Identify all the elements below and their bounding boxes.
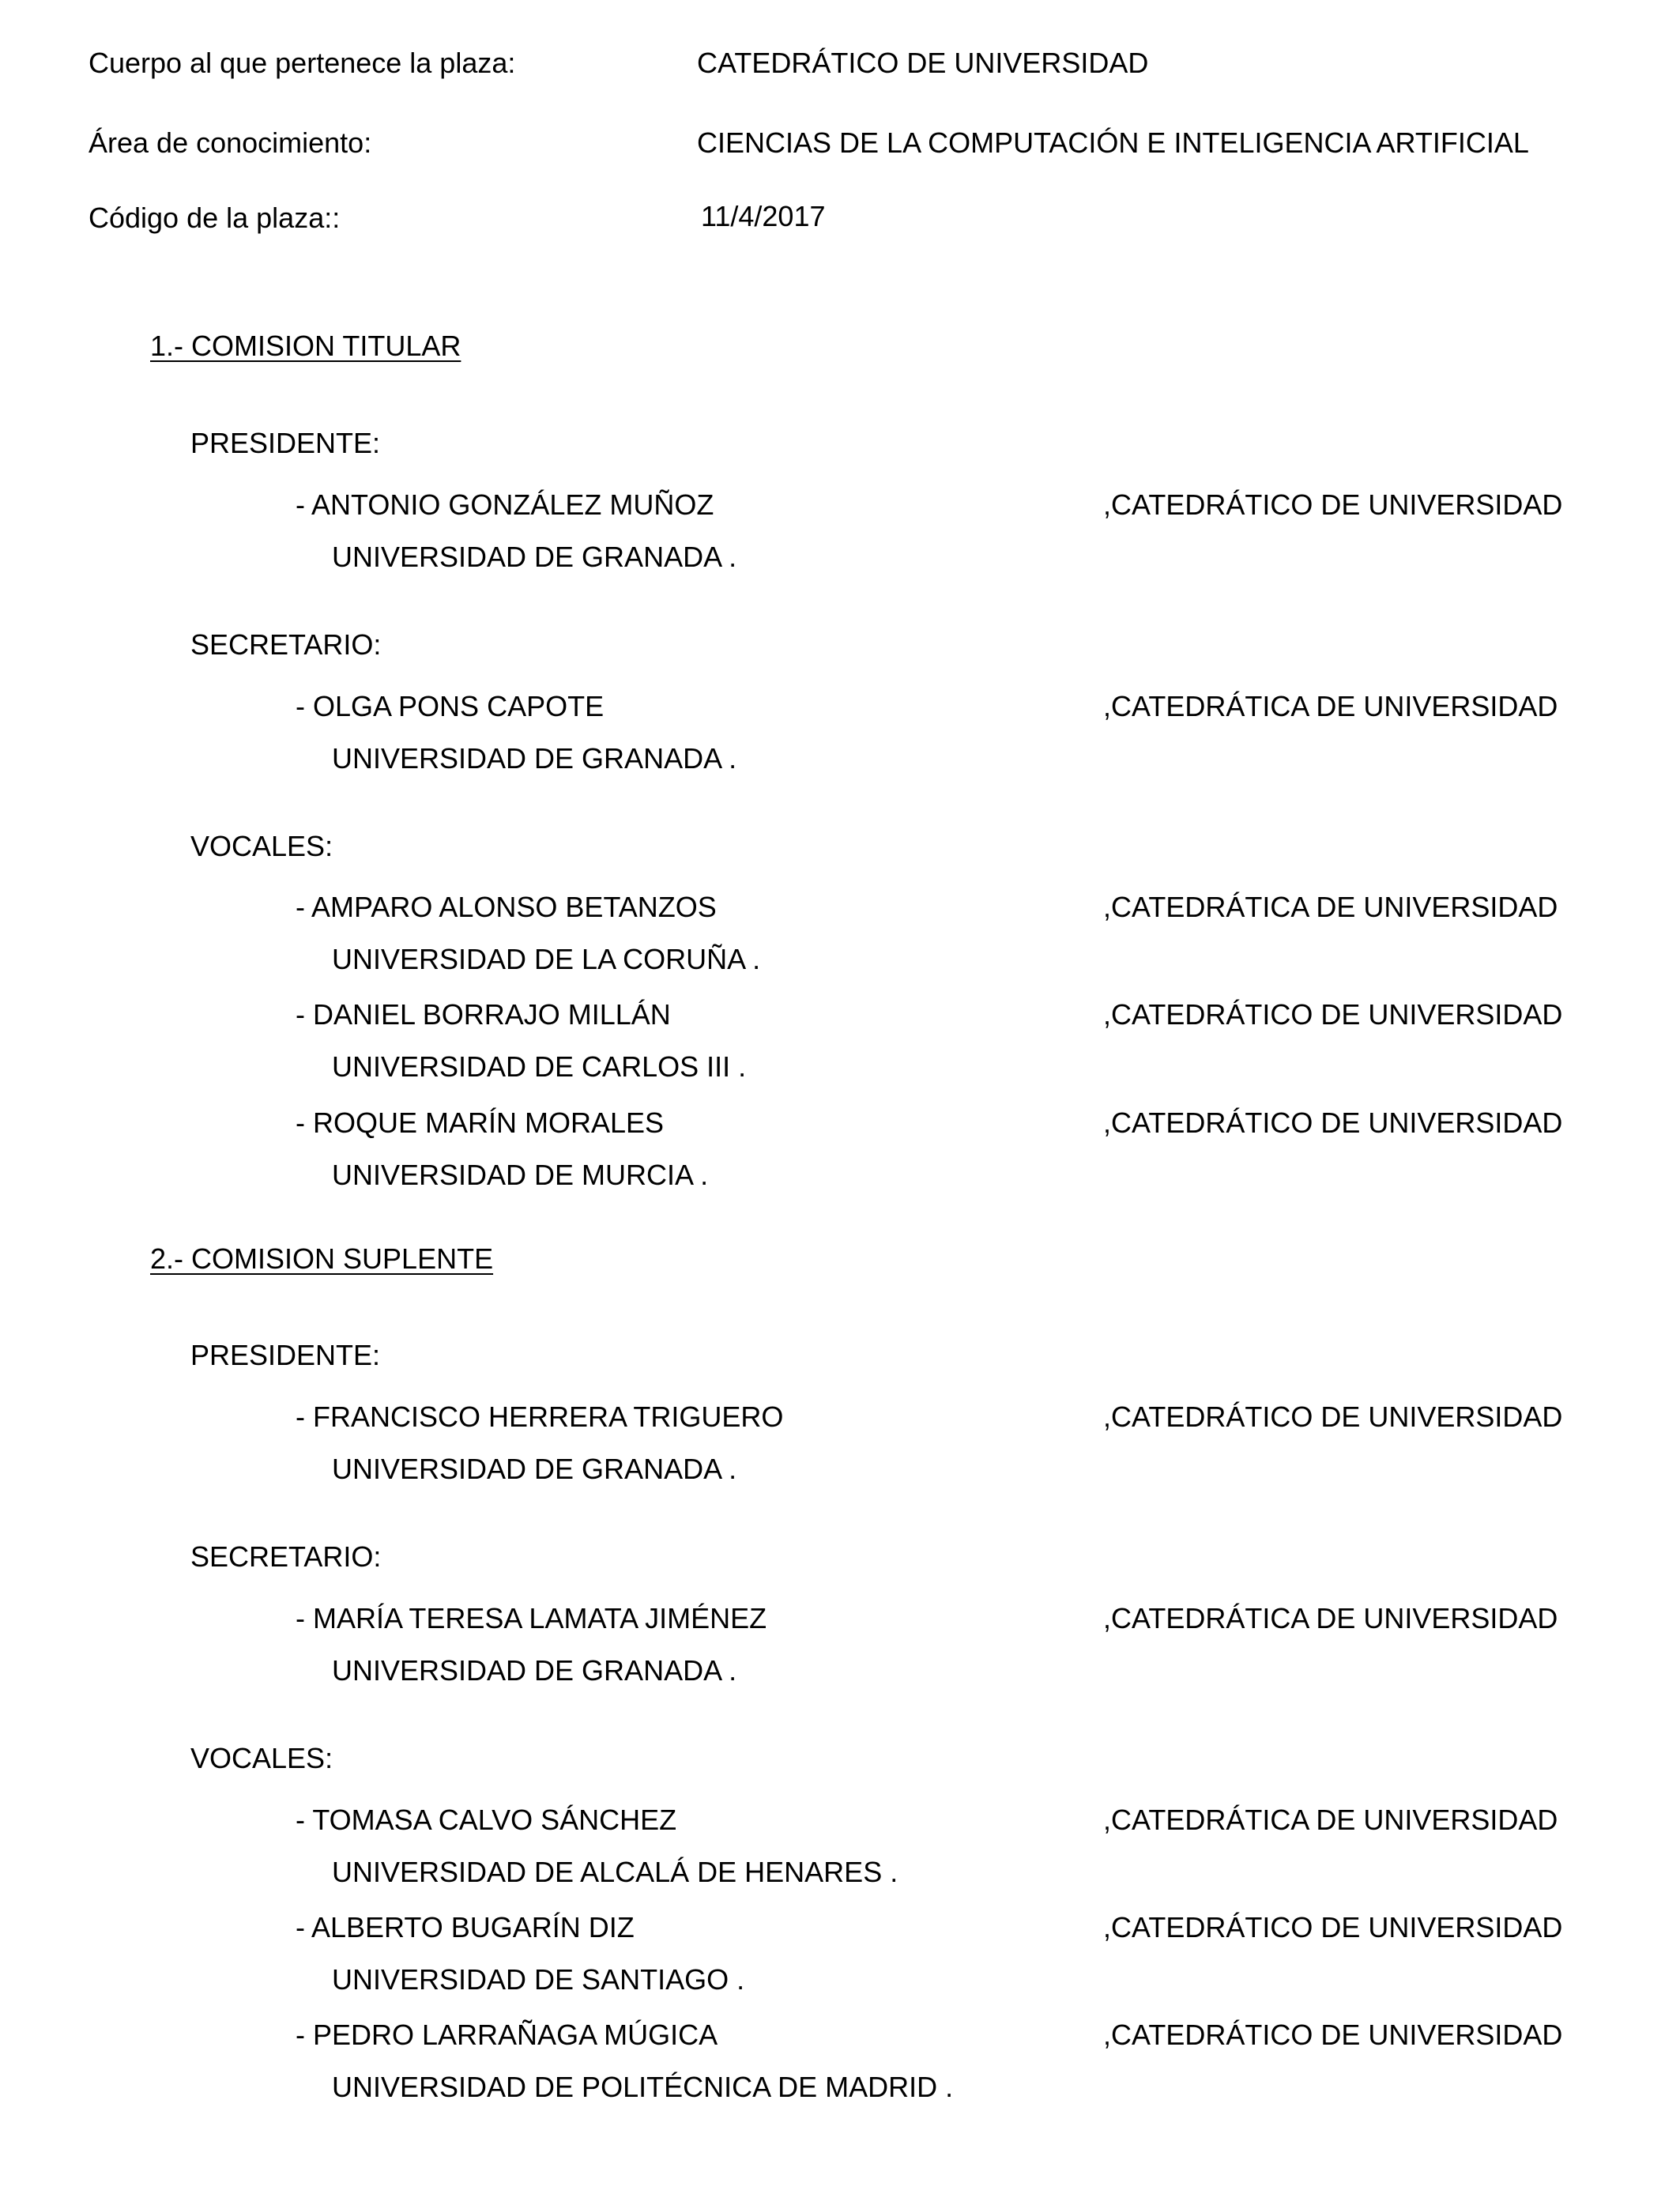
member-name: - ALBERTO BUGARÍN DIZ [296, 1911, 635, 1943]
suplente-secretario-label: SECRETARIO: [190, 1540, 382, 1573]
suplente-heading: 2.- COMISION SUPLENTE [150, 1242, 494, 1275]
member-name: - MARÍA TERESA LAMATA JIMÉNEZ [296, 1602, 767, 1634]
member-rank: ,CATEDRÁTICO DE UNIVERSIDAD [1103, 1911, 1563, 1943]
suplente-vocales-label: VOCALES: [190, 1742, 333, 1774]
cuerpo-label: Cuerpo al que pertenece la plaza: [89, 47, 516, 79]
member-university: UNIVERSIDAD DE GRANADA . [332, 1654, 737, 1687]
suplente-presidente-label: PRESIDENTE: [190, 1339, 381, 1371]
member-name: - OLGA PONS CAPOTE [296, 690, 605, 722]
area-value: CIENCIAS DE LA COMPUTACIÓN E INTELIGENCIA ARTIFICIAL [697, 126, 1529, 159]
member-rank: ,CATEDRÁTICA DE UNIVERSIDAD [1103, 690, 1558, 722]
member-rank: ,CATEDRÁTICO DE UNIVERSIDAD [1103, 998, 1563, 1031]
codigo-label: Código de la plaza:: [89, 202, 341, 234]
member-rank: ,CATEDRÁTICA DE UNIVERSIDAD [1103, 1804, 1558, 1836]
member-university: UNIVERSIDAD DE POLITÉCNICA DE MADRID . [332, 2071, 954, 2103]
member-rank: ,CATEDRÁTICO DE UNIVERSIDAD [1103, 1106, 1563, 1139]
member-rank: ,CATEDRÁTICA DE UNIVERSIDAD [1103, 891, 1558, 923]
member-rank: ,CATEDRÁTICO DE UNIVERSIDAD [1103, 1400, 1563, 1433]
member-university: UNIVERSIDAD DE ALCALÁ DE HENARES . [332, 1856, 898, 1888]
titular-presidente-label: PRESIDENTE: [190, 427, 381, 459]
member-university: UNIVERSIDAD DE CARLOS III . [332, 1050, 747, 1083]
member-university: UNIVERSIDAD DE SANTIAGO . [332, 1963, 745, 1996]
member-name: - FRANCISCO HERRERA TRIGUERO [296, 1400, 784, 1433]
member-university: UNIVERSIDAD DE GRANADA . [332, 541, 737, 573]
member-university: UNIVERSIDAD DE MURCIA . [332, 1159, 709, 1191]
member-university: UNIVERSIDAD DE GRANADA . [332, 1453, 737, 1485]
member-rank: ,CATEDRÁTICO DE UNIVERSIDAD [1103, 488, 1563, 521]
member-name: - ANTONIO GONZÁLEZ MUÑOZ [296, 488, 714, 521]
titular-secretario-label: SECRETARIO: [190, 628, 382, 661]
member-name: - DANIEL BORRAJO MILLÁN [296, 998, 671, 1031]
member-rank: ,CATEDRÁTICO DE UNIVERSIDAD [1103, 2019, 1563, 2051]
member-university: UNIVERSIDAD DE LA CORUÑA . [332, 943, 761, 975]
member-name: - TOMASA CALVO SÁNCHEZ [296, 1804, 677, 1836]
member-name: - PEDRO LARRAÑAGA MÚGICA [296, 2019, 718, 2051]
area-label: Área de conocimiento: [89, 126, 372, 159]
cuerpo-value: CATEDRÁTICO DE UNIVERSIDAD [697, 47, 1149, 79]
titular-heading: 1.- COMISION TITULAR [150, 330, 461, 362]
codigo-value: 11/4/2017 [701, 200, 826, 232]
titular-vocales-label: VOCALES: [190, 830, 333, 862]
member-university: UNIVERSIDAD DE GRANADA . [332, 742, 737, 775]
member-name: - ROQUE MARÍN MORALES [296, 1106, 665, 1139]
member-rank: ,CATEDRÁTICA DE UNIVERSIDAD [1103, 1602, 1558, 1634]
member-name: - AMPARO ALONSO BETANZOS [296, 891, 717, 923]
